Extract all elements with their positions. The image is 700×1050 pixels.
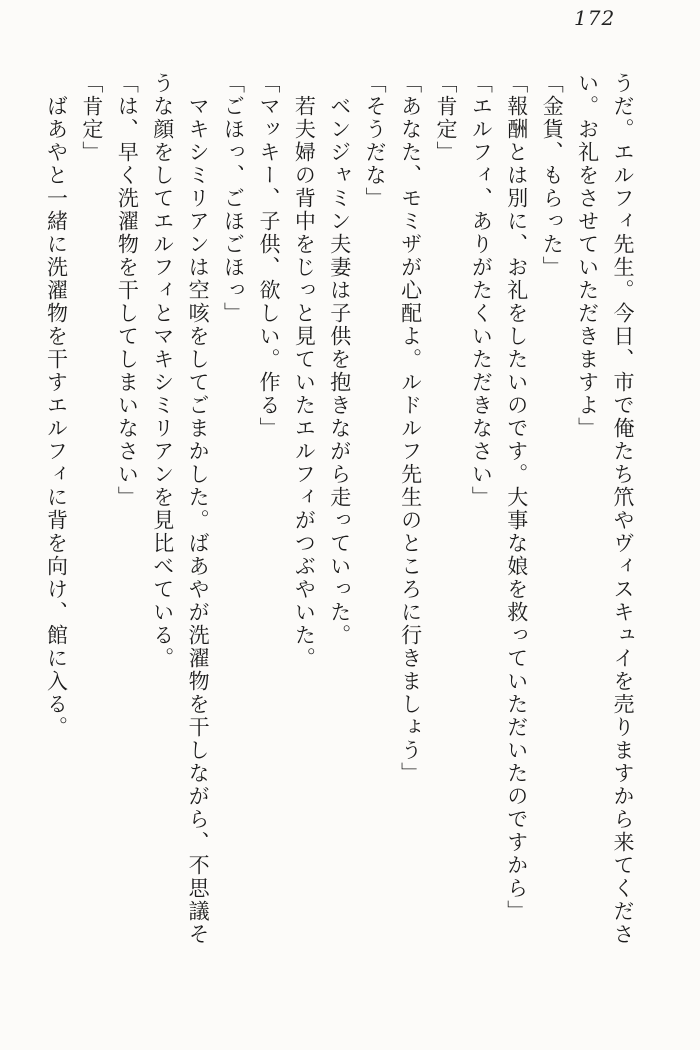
text-line: 「マッキー、子供、欲しい。作る」 [256, 72, 281, 440]
text-line: 「あなた、モミザが心配よ。ルドルフ先生のところに行きましょう」 [398, 72, 423, 785]
text-line: い。お礼をさせていただきますよ」 [575, 72, 600, 440]
text-line: 「は、早く洗濯物を干してしまいなさい」 [115, 72, 140, 509]
text-line: うな顔をしてエルフィとマキシミリアンを見比べている。 [150, 72, 175, 670]
page-text [38, 72, 640, 992]
page-number: 172 [574, 6, 616, 30]
text-line: マキシミリアンは空咳をしてごまかした。ばあやが洗濯物を干しながら、不思議そ [186, 72, 211, 946]
text-line: 「そうだな」 [363, 72, 388, 210]
text-line: 「エルフィ、ありがたくいただきなさい」 [469, 72, 494, 509]
text-line: 「金貨、もらった」 [540, 72, 565, 279]
text-line: 「肯定」 [79, 72, 104, 164]
text-line: うだ。エルフィ先生。今日、市で俺たち笊やヴィスキュイを売りますから来てくださ [611, 72, 635, 946]
text-line: ベンジャミン夫妻は子供を抱きながら走っていった。 [327, 72, 352, 647]
text-line: 若夫婦の背中をじっと見ていたエルフィがつぶやいた。 [292, 72, 317, 670]
text-line: 「ごほっ、ごほごほっ」 [221, 72, 246, 325]
text-line: 「報酬とは別に、お礼をしたいのです。大事な娘を救っていただいたのですから」 [504, 72, 529, 923]
text-line: 「肯定」 [433, 72, 458, 164]
text-line: ばあやと一緒に洗濯物を干すエルフィに背を向け、館に入る。 [44, 72, 69, 739]
